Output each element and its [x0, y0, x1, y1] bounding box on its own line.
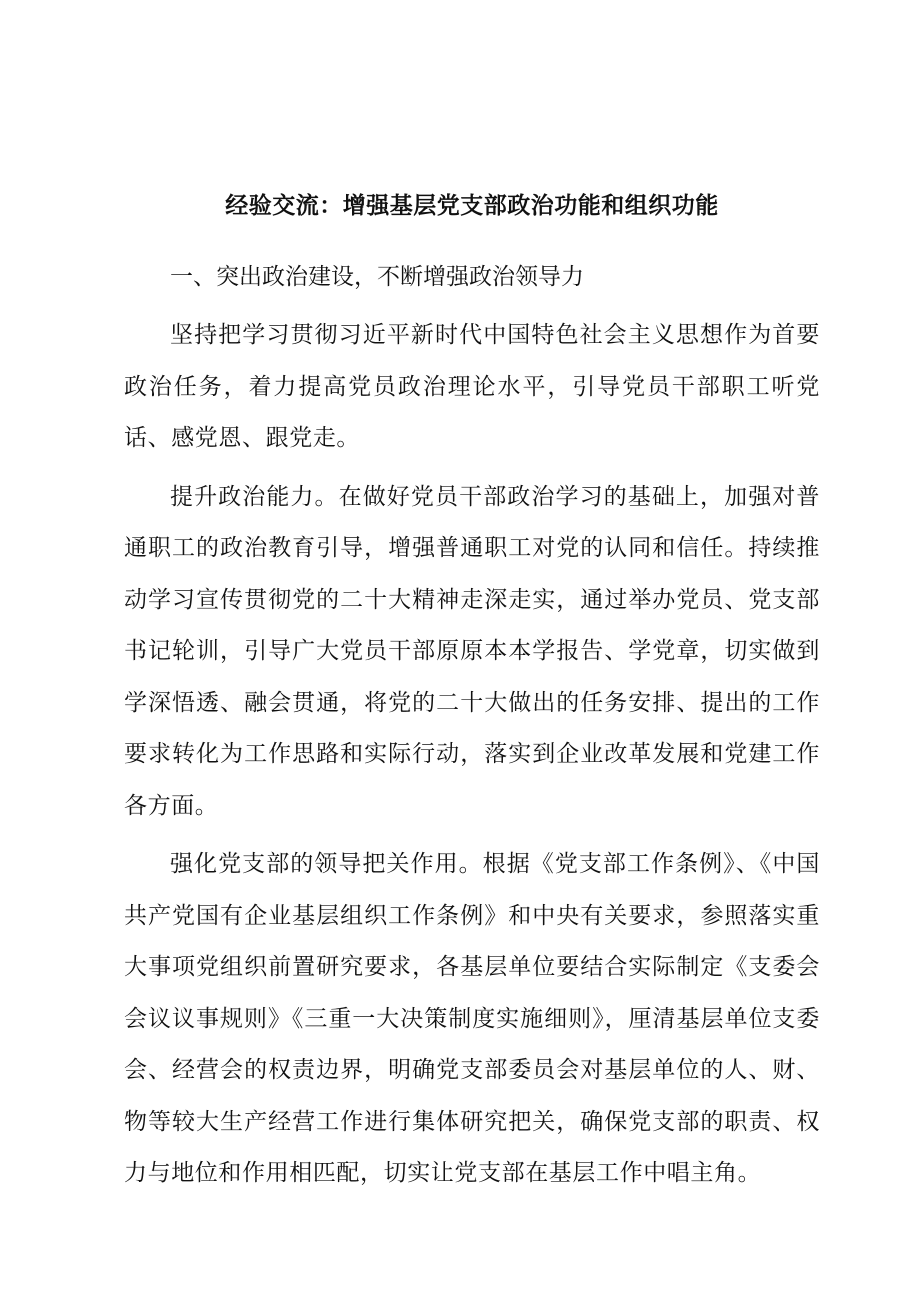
document-page — [124, 186, 820, 1207]
paragraph-2: 提升政治能力。在做好党员干部政治学习的基础上，加强对普通职工的政治教育引导，增强普通职工对党的认同和信任。持续推动学习宣传贯彻党的二十大精神走深走实，通过举办党员、党支部书记轮训，引导广大党员干部原原本本学报告、学党章，切实做到学深悟透、融会贯通，将党的二十大做出的任务安排、提出的工作要求转化为工作思路和实际行动，落实到企业改革发展和党建工作各方面。 — [124, 483, 820, 819]
paragraph-1: 坚持把学习贯彻习近平新时代中国特色社会主义思想作为首要政治任务，着力提高党员政治理论水平，引导党员干部职工听党话、感党恩、跟党走。 — [124, 322, 820, 451]
document-title: 经验交流：增强基层党支部政治功能和组织功能 — [225, 193, 719, 219]
paragraph-3: 强化党支部的领导把关作用。根据《党支部工作条例》、《中国共产党国有企业基层组织工作条例》和中央有关要求，参照落实重大事项党组织前置研究要求，各基层单位要结合实际制定《支委会会议议事规则》《三重一大决策制度实施细则》，厘清基层单位支委会、经营会的权责边界，明确党支部委员会对基层单位的人、财、物等较大生产经营工作进行集体研究把关，确保党支部的职责、权力与地位和作用相匹配，切实让党支部在基层工作中唱主角。 — [124, 851, 820, 1186]
section-heading: 一、突出政治建设，不断增强政治领导力 — [170, 264, 584, 290]
